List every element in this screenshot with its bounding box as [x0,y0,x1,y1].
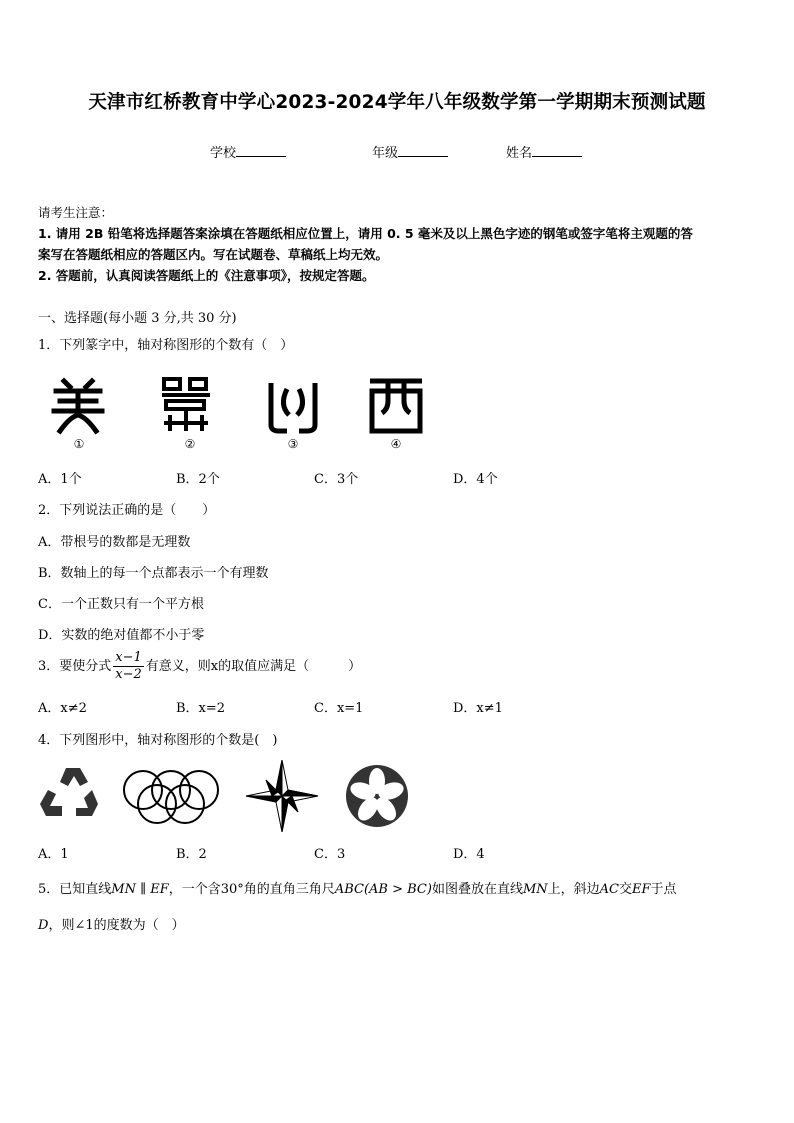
name-label: 姓名 [506,146,533,161]
q5-condition: (AB > BC) [363,882,432,897]
question-4-stem: 4．下列图形中，轴对称图形的个数是( ) [38,733,278,748]
q2-option-b: B．数轴上的每一个点都表示一个有理数 [38,566,269,581]
bauhinia-flower-image [346,765,408,827]
school-field [210,142,286,161]
seal-script-figures [50,375,430,435]
compass-star-image [246,760,318,832]
q5-text-6: 于点 [650,882,677,897]
q5-text-3: 如图叠放在直线 [431,882,523,897]
grade-field [372,142,448,161]
figure-label-1: ① [73,437,85,451]
q5-ac: AC [599,882,619,897]
seal-char-4-image [370,381,422,431]
q5-text-7: ，则∠1的度数为（ ） [48,918,185,933]
grade-label: 年级 [372,146,399,161]
notice-heading: 请考生注意： [38,205,114,220]
q5-text-4: 上，斜边 [547,882,600,897]
page-title: 天津市红桥教育中学心2023-2024学年八年级数学第一学期期末预测试题 [88,92,706,113]
q2-option-a: A．带根号的数都是无理数 [38,535,191,550]
q1-option-b: B．2个 [176,472,220,487]
q3-fraction [113,650,144,683]
figure-label-2: ② [184,437,196,451]
question-5-line-2 [38,914,185,933]
grade-blank [398,144,448,157]
q1-option-a: A．1个 [38,472,82,487]
notice-line-1a: 1. 请用 2B 铅笔将选择题答案涂填在答题纸相应位置上，请用 0. 5 毫米及以上黑色字迹的钢笔或签字笔将主观题的答 [38,226,693,241]
notice-line-1b: 案写在答题纸相应的答题区内。写在试题卷、草稿纸上均无效。 [38,247,389,262]
question-1-stem: 1．下列篆字中，轴对称图形的个数有（ ） [38,338,294,353]
q4-option-d: D．4 [453,847,485,862]
q5-text-2: ，一个含30°角的直角三角尺 [168,882,335,897]
q5-point-d: D [38,918,49,933]
q5-text-1: 5．已知直线 [38,882,112,897]
name-field [506,142,582,161]
q4-option-b: B．2 [176,847,207,862]
q5-text-5: 交 [619,882,633,897]
q5-ef-2: EF [632,882,651,897]
q5-ef: EF [150,882,169,897]
q3-option-d: D．x≠1 [453,701,503,716]
school-label: 学校 [210,146,237,161]
q4-option-c: C．3 [314,847,346,862]
q3-option-b: B．x=2 [176,701,226,716]
seal-char-1-image [54,381,102,431]
figure-label-4: ④ [390,437,402,451]
q5-abc: ABC [334,882,364,897]
q4-option-a: A．1 [38,847,69,862]
q2-option-c: C．一个正数只有一个平方根 [38,597,204,612]
q5-parallel: ∥ [135,882,151,897]
q5-mn-2: MN [522,882,548,897]
question-2-stem: 2．下列说法正确的是（ ） [38,503,216,518]
olympic-rings-image [124,771,218,823]
q3-numerator: x−1 [115,650,142,665]
figure-label-3: ③ [287,437,299,451]
school-blank [236,144,286,157]
question-5-line-1 [38,878,677,897]
q5-mn: MN [111,882,136,897]
seal-char-3-image [271,383,315,431]
q1-option-c: C．3个 [314,472,359,487]
q1-option-d: D．4个 [453,472,498,487]
q3-option-a: A．x≠2 [38,701,87,716]
recycle-symbol-image [40,768,98,816]
q3-denominator: x−2 [115,667,142,682]
name-blank [532,144,582,157]
seal-char-2-image [162,379,210,431]
question-3-stem [38,650,361,684]
notice-line-2: 2. 答题前，认真阅读答题纸上的《注意事项》，按规定答题。 [38,268,375,283]
q3-stem-pre: 3．要使分式 [38,659,112,674]
section-heading: 一、选择题(每小题 3 分,共 30 分) [38,311,237,326]
q4-figures [36,760,416,832]
q3-option-c: C．x=1 [314,701,364,716]
q2-option-d: D．实数的绝对值都不小于零 [38,628,205,643]
q3-stem-post: 有意义，则x的取值应满足（ ） [145,659,362,674]
